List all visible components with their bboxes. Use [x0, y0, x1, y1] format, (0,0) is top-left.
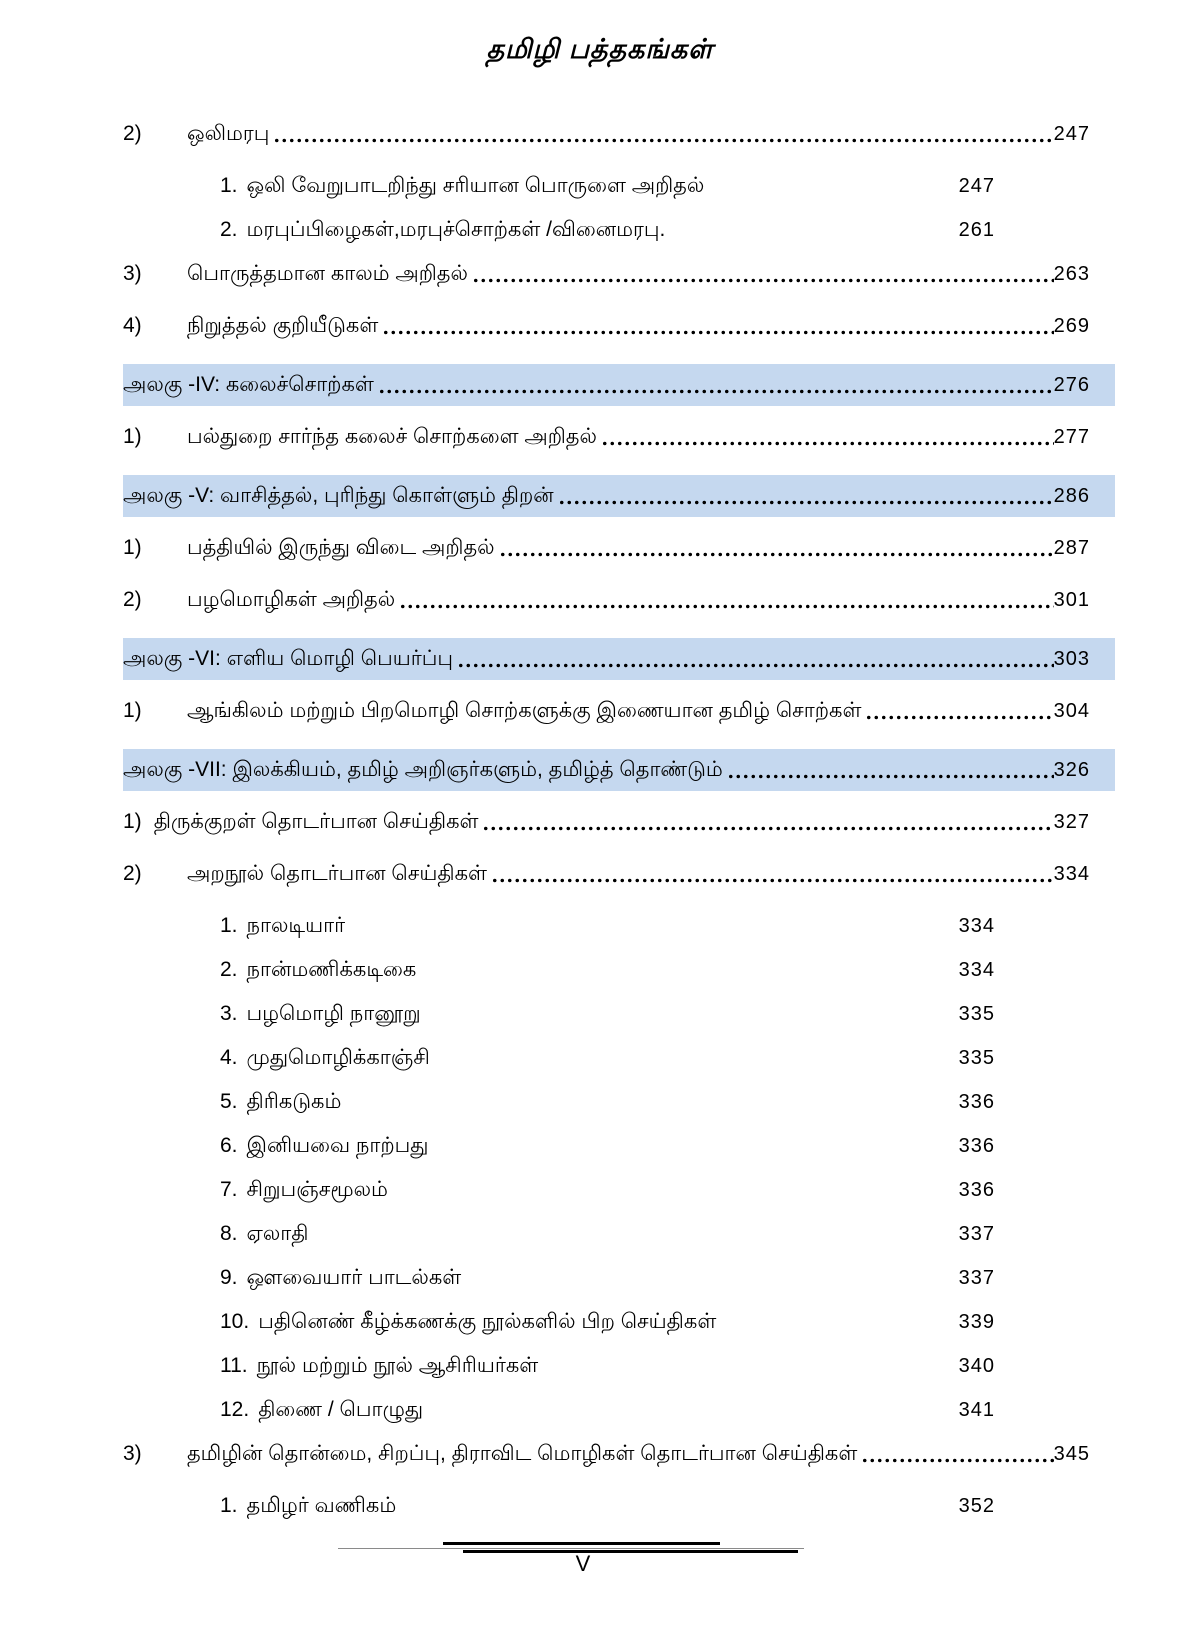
- entry-label: ஆங்கிலம் மற்றும் பிறமொழி சொற்களுக்கு இணையான தமிழ் சொற்கள்: [187, 699, 862, 722]
- entry-label: அலகு -V: வாசித்தல், புரிந்து கொள்ளும் திறன்: [123, 484, 554, 507]
- dot-leader: [861, 1440, 1053, 1468]
- dot-leader: [378, 364, 1054, 406]
- entry-label: அலகு -IV: கலைச்சொற்கள்: [123, 373, 374, 396]
- entry-page-number: 304: [1053, 700, 1090, 722]
- page-number: V: [575, 1551, 591, 1576]
- toc-section-row: [123, 364, 1115, 406]
- toc-sub-entry-row: [123, 1396, 1090, 1424]
- entry-label: நூல் மற்றும் நூல் ஆசிரியர்கள்: [256, 1354, 539, 1377]
- footer-rule-bold-top: [443, 1542, 720, 1545]
- dot-leader: [491, 860, 1054, 888]
- page-title: தமிழி பத்தகங்கள்: [486, 34, 714, 64]
- toc-section-row: [123, 475, 1115, 517]
- entry-label: முதுமொழிக்காஞ்சி: [246, 1046, 430, 1069]
- toc-sub-entry-row: [123, 172, 1090, 200]
- entry-label: அலகு -VII: இலக்கியம், தமிழ் அறிஞர்களும், தமிழ்த் தொண்டும்: [123, 758, 723, 781]
- entry-page-number: 303: [1053, 648, 1090, 670]
- entry-number: 4): [123, 314, 142, 337]
- entry-page-number: 337: [958, 1267, 995, 1289]
- entry-label: சிறுபஞ்சமூலம்: [246, 1178, 388, 1201]
- entry-number: 1.: [220, 174, 238, 197]
- entry-page-number: 263: [1053, 263, 1090, 285]
- toc-entry-row: [123, 860, 1090, 888]
- entry-label: மரபுப்பிழைகள்,மரபுச்சொற்கள் /வினைமரபு.: [246, 218, 666, 241]
- dot-leader: [382, 312, 1053, 340]
- entry-label: பழமொழி நானூறு: [246, 1002, 421, 1025]
- toc-entry-row: [123, 1440, 1090, 1468]
- toc-section-row: [123, 749, 1115, 791]
- entry-number: 7.: [220, 1178, 238, 1201]
- dot-leader: [472, 260, 1054, 288]
- entry-page-number: 269: [1053, 315, 1090, 337]
- entry-page-number: 352: [958, 1495, 995, 1517]
- entry-number: 3): [123, 262, 142, 285]
- toc-entry-row: [123, 260, 1090, 288]
- entry-number: 1): [123, 536, 142, 559]
- entry-page-number: 335: [958, 1047, 995, 1069]
- toc-sub-entry-row: [123, 1132, 1090, 1160]
- entry-label: ஔவையார் பாடல்கள்: [246, 1266, 462, 1289]
- entry-number: 6.: [220, 1134, 238, 1157]
- dot-leader: [399, 586, 1053, 614]
- entry-number: 1): [123, 699, 142, 722]
- entry-number: 8.: [220, 1222, 238, 1245]
- entry-page-number: 287: [1053, 537, 1090, 559]
- entry-page-number: 327: [1053, 811, 1090, 833]
- entry-number: 4.: [220, 1046, 238, 1069]
- entry-page-number: 341: [958, 1399, 995, 1421]
- entry-label: பத்தியில் இருந்து விடை அறிதல்: [187, 536, 495, 559]
- entry-page-number: 336: [958, 1179, 995, 1201]
- entry-page-number: 326: [1053, 759, 1090, 781]
- toc-entry-row: [123, 423, 1090, 451]
- toc-section-row: [123, 638, 1115, 680]
- entry-page-number: 276: [1053, 374, 1090, 396]
- entry-label: பழமொழிகள் அறிதல்: [187, 588, 396, 611]
- entry-page-number: 336: [958, 1091, 995, 1113]
- entry-label: திரிகடுகம்: [246, 1090, 342, 1113]
- footer-rule-thin: [338, 1548, 804, 1549]
- toc-sub-entry-row: [123, 1176, 1090, 1204]
- entry-page-number: 334: [958, 959, 995, 981]
- entry-page-number: 247: [958, 175, 995, 197]
- entry-number: 11.: [220, 1354, 248, 1377]
- entry-page-number: 335: [958, 1003, 995, 1025]
- dot-leader: [865, 697, 1053, 725]
- entry-number: 2.: [220, 218, 238, 241]
- entry-number: 2): [123, 862, 142, 885]
- toc-sub-entry-row: [123, 1088, 1090, 1116]
- dot-leader: [558, 475, 1054, 517]
- entry-label: அறநூல் தொடர்பான செய்திகள்: [187, 862, 487, 885]
- toc-entry-row: [123, 586, 1090, 614]
- entry-number: 2): [123, 122, 142, 145]
- toc-list: [0, 120, 1090, 1520]
- toc-sub-entry-row: [123, 216, 1090, 244]
- toc-sub-entry-row: [123, 912, 1090, 940]
- entry-label: இனியவை நாற்பது: [246, 1134, 429, 1157]
- dot-leader: [482, 808, 1053, 836]
- toc-entry-row: [123, 697, 1090, 725]
- entry-page-number: 301: [1053, 589, 1090, 611]
- toc-entry-row: [123, 534, 1090, 562]
- dot-leader: [601, 423, 1054, 451]
- toc-sub-entry-row: [123, 1044, 1090, 1072]
- entry-page-number: 334: [958, 915, 995, 937]
- entry-label: பொருத்தமான காலம் அறிதல்: [187, 262, 468, 285]
- entry-page-number: 345: [1053, 1443, 1090, 1465]
- entry-label: தமிழின் தொன்மை, சிறப்பு, திராவிட மொழிகள் தொடர்பான செய்திகள்: [187, 1442, 858, 1465]
- entry-page-number: 261: [958, 219, 995, 241]
- entry-page-number: 339: [958, 1311, 995, 1333]
- entry-page-number: 247: [1053, 123, 1090, 145]
- toc-sub-entry-row: [123, 1264, 1090, 1292]
- toc-sub-entry-row: [123, 956, 1090, 984]
- dot-leader: [457, 638, 1054, 680]
- dot-leader: [727, 749, 1054, 791]
- entry-number: 1): [123, 810, 142, 833]
- entry-label: அலகு -VI: எளிய மொழி பெயர்ப்பு: [123, 647, 454, 670]
- toc-entry-row: [123, 312, 1090, 340]
- toc-sub-entry-row: [123, 1000, 1090, 1028]
- toc-entry-row: [123, 120, 1090, 148]
- entry-number: 10.: [220, 1310, 250, 1333]
- toc-sub-entry-row: [123, 1352, 1090, 1380]
- toc-sub-entry-row: [123, 1492, 1090, 1520]
- entry-page-number: 334: [1053, 863, 1090, 885]
- entry-label: நாலடியார்: [246, 914, 346, 937]
- entry-number: 1.: [220, 1494, 238, 1517]
- entry-number: 3): [123, 1442, 142, 1465]
- entry-number: 1.: [220, 914, 238, 937]
- entry-label: ஒலி வேறுபாடறிந்து சரியான பொருளை அறிதல்: [246, 174, 705, 197]
- entry-label: தமிழர் வணிகம்: [246, 1494, 397, 1517]
- dot-leader: [499, 534, 1054, 562]
- toc-sub-entry-row: [123, 1308, 1090, 1336]
- entry-page-number: 286: [1053, 485, 1090, 507]
- entry-number: 2): [123, 588, 142, 611]
- entry-number: 9.: [220, 1266, 238, 1289]
- entry-label: நிறுத்தல் குறியீடுகள்: [187, 314, 379, 337]
- entry-label: நான்மணிக்கடிகை: [246, 958, 417, 981]
- entry-number: 2.: [220, 958, 238, 981]
- entry-label: திருக்குறள் தொடர்பான செய்திகள்: [153, 810, 479, 833]
- entry-label: பல்துறை சார்ந்த கலைச் சொற்களை அறிதல்: [187, 425, 597, 448]
- entry-number: 5.: [220, 1090, 238, 1113]
- entry-page-number: 336: [958, 1135, 995, 1157]
- entry-number: 3.: [220, 1002, 238, 1025]
- toc-sub-entry-row: [123, 1220, 1090, 1248]
- entry-label: ஒலிமரபு: [187, 122, 270, 145]
- entry-number: 1): [123, 425, 142, 448]
- entry-page-number: 277: [1053, 426, 1090, 448]
- entry-label: பதினெண் கீழ்க்கணக்கு நூல்களில் பிற செய்திகள்: [258, 1310, 717, 1333]
- entry-page-number: 340: [958, 1355, 995, 1377]
- toc-entry-row: [123, 808, 1090, 836]
- entry-label: ஏலாதி: [246, 1222, 309, 1245]
- entry-page-number: 337: [958, 1223, 995, 1245]
- dot-leader: [273, 120, 1053, 148]
- entry-number: 12.: [220, 1398, 250, 1421]
- entry-label: திணை / பொழுது: [258, 1398, 424, 1421]
